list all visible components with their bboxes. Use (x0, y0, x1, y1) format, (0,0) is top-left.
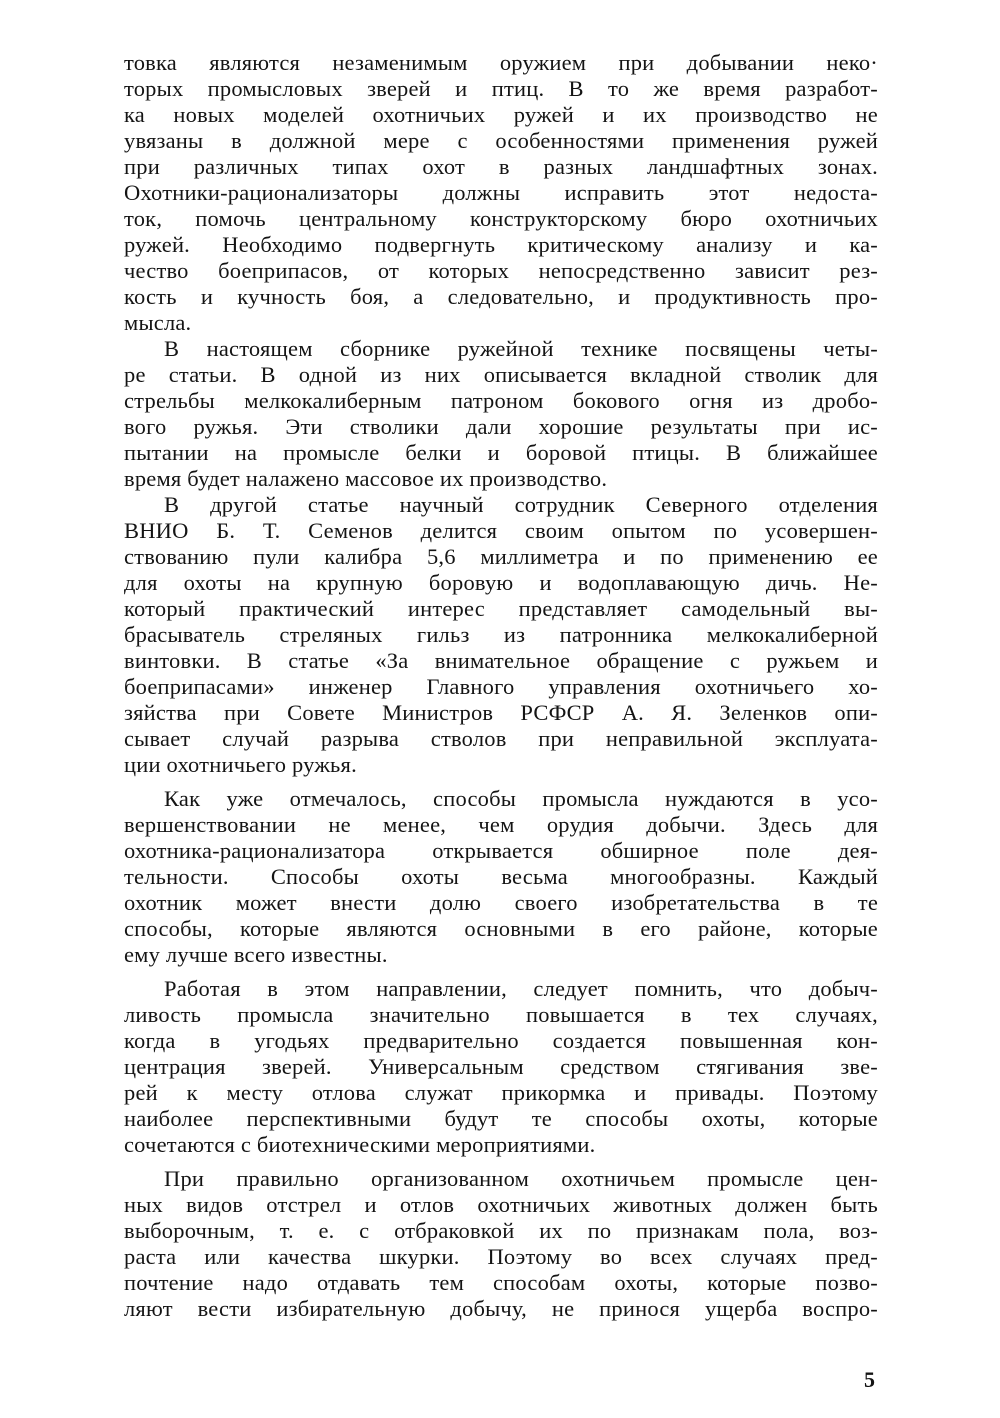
paragraph (124, 1166, 878, 1322)
text-line: при различных типах охот в разных ландшафтных зонах. (124, 154, 878, 179)
text-line: сывает случай разрыва стволов при неправильной эксплуата- (124, 726, 878, 751)
text-line: почтение надо отдавать тем способам охоты, которые позво- (124, 1270, 878, 1295)
text-line: когда в угодьях предварительно создается повышенная кон- (124, 1028, 878, 1053)
text-line: ляют вести избирательную добычу, не принося ущерба воспро- (124, 1296, 878, 1321)
text-line: Охотники-рационализаторы должны исправить этот недоста- (124, 180, 878, 205)
text-line: увязаны в должной мере с особенностями применения ружей (124, 128, 878, 153)
text-line: тельности. Способы охоты весьма многообразны. Каждый (124, 864, 878, 889)
text-line: ток, помочь центральному конструкторскому бюро охотничьих (124, 206, 878, 231)
text-line: который практический интерес представляет самодельный вы- (124, 596, 878, 621)
text-line: брасыватель стреляных гильз из патронника мелкокалиберной (124, 622, 878, 647)
text-line: для охоты на крупную боровую и водоплавающую дичь. Не- (124, 570, 878, 595)
text-line: центрация зверей. Универсальным средством стягивания зве- (124, 1054, 878, 1079)
text-line: вого ружья. Эти стволики дали хорошие результаты при ис- (124, 414, 878, 439)
text-line: раста или качества шкурки. Поэтому во всех случаях пред- (124, 1244, 878, 1269)
text-line: охотник может внести долю своего изобретательства в те (124, 890, 878, 915)
text-line: мысла. (124, 310, 192, 335)
text-line: стрельбы мелкокалиберным патроном бокового огня из дробо- (124, 388, 878, 413)
text-line: торых промысловых зверей и птиц. В то же время разработ- (124, 76, 878, 101)
paragraph (124, 786, 878, 968)
text-line: товка являются незаменимым оружием при добывании неко· (124, 50, 878, 75)
page-number: 5 (864, 1367, 875, 1392)
text-line: ка новых моделей охотничьих ружей и их производство не (124, 102, 878, 127)
text-line: сочетаются с биотехническими мероприятиями. (124, 1132, 596, 1157)
text-line: ре статьи. В одной из них описывается вкладной стволик для (124, 362, 878, 387)
text-line: ружей. Необходимо подвергнуть критическому анализу и ка- (124, 232, 878, 257)
text-line: Как уже отмечалось, способы промысла нуждаются в усо- (164, 786, 878, 811)
text-line: Работая в этом направлении, следует помнить, что добыч- (164, 976, 878, 1001)
text-line: ему лучше всего известны. (124, 942, 388, 967)
text-line: ции охотничьего ружья. (124, 752, 357, 777)
text-line: ных видов отстрел и отлов охотничьих животных должен быть (124, 1192, 878, 1217)
text-line: чество боеприпасов, от которых непосредственно зависит рез- (124, 258, 878, 283)
text-line: ВНИО Б. Т. Семенов делится своим опытом по усовершен- (124, 518, 878, 543)
text-line: способы, которые являются основными в его районе, которые (124, 916, 878, 941)
text-line: наиболее перспективными будут те способы охоты, которые (124, 1106, 878, 1131)
text-line: ствованию пули калибра 5,6 миллиметра и по применению ее (124, 544, 878, 569)
text-line: винтовки. В статье «За внимательное обращение с ружьем и (124, 648, 878, 673)
text-line: боеприпасами» инженер Главного управления охотничьего хо- (124, 674, 878, 699)
text-line: кость и кучность боя, а следовательно, и продуктивность про- (124, 284, 878, 309)
text-line: ливость промысла значительно повышается в тех случаях, (124, 1002, 878, 1027)
text-line: В другой статье научный сотрудник Северного отделения (164, 492, 878, 517)
page-body (124, 50, 878, 1322)
paragraph (124, 492, 878, 778)
paragraph (124, 50, 878, 336)
text-line: вершенствовании не менее, чем орудия добычи. Здесь для (124, 812, 878, 837)
text-line: охотника-рационализатора открывается обширное поле дея- (124, 838, 878, 863)
text-line: зяйства при Совете Министров РСФСР А. Я. Зеленков опи- (124, 700, 878, 725)
text-line: выборочным, т. е. с отбраковкой их по признакам пола, воз- (124, 1218, 878, 1243)
text-line: рей к месту отлова служат прикормка и привады. Поэтому (124, 1080, 878, 1105)
text-line: пытании на промысле белки и боровой птицы. В ближайшее (124, 440, 878, 465)
paragraph (124, 336, 878, 492)
text-line: В настоящем сборнике ружейной технике посвящены четы- (164, 336, 878, 361)
paragraph (124, 976, 878, 1158)
text-line: При правильно организованном охотничьем промысле цен- (164, 1166, 878, 1191)
text-line: время будет налажено массовое их производство. (124, 466, 608, 491)
